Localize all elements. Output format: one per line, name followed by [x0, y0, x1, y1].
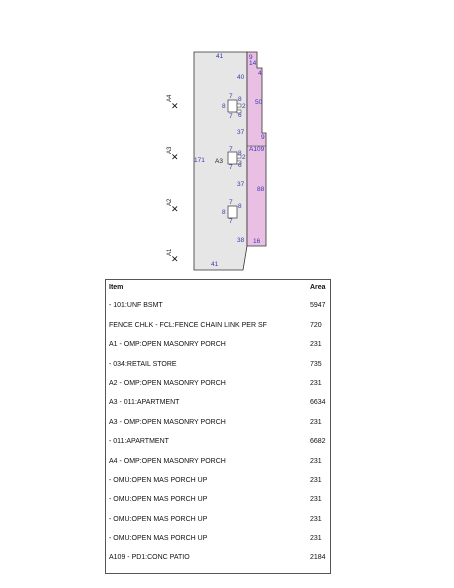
row-area: 231 [310, 516, 322, 523]
cross-icon: ✕ [171, 102, 179, 112]
porch1-b: 7 [229, 113, 233, 120]
dim-38: 38 [237, 237, 245, 244]
porch3-h: 8 [238, 203, 242, 210]
row-item: A3 - 011:APARTMENT [109, 399, 180, 406]
marker-a2-tag: A2 [167, 198, 173, 206]
marker-a3 [167, 146, 179, 163]
header-area: Area [310, 284, 326, 291]
porch-2 [228, 152, 237, 164]
porch2-b: 7 [229, 164, 233, 171]
row-area: 5947 [310, 302, 326, 309]
row-item: - OMU:OPEN MAS PORCH UP [109, 516, 208, 523]
porch2-h: 8 [238, 150, 242, 157]
marker-a4 [167, 94, 179, 112]
porch3-l: 8 [222, 209, 226, 216]
stair-dim-4: 2 [242, 154, 246, 161]
row-item: - OMU:OPEN MAS PORCH UP [109, 535, 208, 542]
row-item: A4 - OMP:OPEN MASONRY PORCH [109, 458, 226, 465]
row-area: 231 [310, 419, 322, 426]
row-area: 720 [310, 322, 322, 329]
stair-dim-3: 6 [238, 162, 242, 169]
row-area: 231 [310, 535, 322, 542]
label-a109: A109 [249, 146, 265, 153]
row-area: 231 [310, 341, 322, 348]
row-area: 735 [310, 361, 322, 368]
row-area: 6634 [310, 399, 326, 406]
table-row [106, 512, 330, 530]
table-header [106, 280, 330, 296]
porch2-w: 7 [229, 146, 233, 153]
stair-1 [237, 104, 241, 107]
table-row [106, 473, 330, 491]
row-item: - 034:RETAIL STORE [109, 361, 177, 368]
porch1-h: 8 [238, 96, 242, 103]
row-area: 231 [310, 496, 322, 503]
marker-a4-tag: A4 [167, 94, 173, 102]
row-item: - OMU:OPEN MAS PORCH UP [109, 477, 208, 484]
porch1-w: 7 [229, 93, 233, 100]
row-item: FENCE CHLK - FCL:FENCE CHAIN LINK PER SF [109, 322, 267, 329]
porch-1 [228, 100, 237, 112]
dim-16: 16 [253, 238, 261, 245]
dim-top-right-a: 9 [249, 54, 253, 61]
row-item: A3 - OMP:OPEN MASONRY PORCH [109, 419, 226, 426]
dim-bottom-main: 41 [211, 261, 219, 268]
table-row [106, 376, 330, 394]
row-area: 231 [310, 458, 322, 465]
stair-dim-2: 2 [242, 103, 246, 110]
table-row [106, 337, 330, 355]
porch1-l: 8 [222, 103, 226, 110]
row-item: A109 - PD1:CONC PATIO [109, 554, 190, 561]
cross-icon: ✕ [171, 255, 179, 265]
dim-top-right-b: 14 [249, 60, 257, 67]
dim-50: 50 [255, 99, 263, 106]
dim-37a: 37 [237, 129, 245, 136]
row-item: - 011:APARTMENT [109, 438, 169, 445]
marker-a2 [167, 198, 179, 215]
dim-88: 88 [257, 186, 265, 193]
table-row [106, 454, 330, 472]
table-row [106, 550, 330, 568]
marker-a1 [167, 248, 179, 265]
label-a3: A3 [215, 158, 223, 165]
row-item: A1 - OMP:OPEN MASONRY PORCH [109, 341, 226, 348]
dim-40: 40 [237, 74, 245, 81]
dim-top-right-c: 4 [258, 70, 262, 77]
table-row [106, 492, 330, 510]
table-row [106, 357, 330, 375]
row-area: 6682 [310, 438, 326, 445]
dim-171: 171 [194, 157, 205, 164]
table-row [106, 395, 330, 413]
table-row [106, 434, 330, 452]
marker-a3-tag: A3 [167, 146, 173, 154]
row-area: 231 [310, 477, 322, 484]
header-item: Item [109, 284, 124, 291]
table-row [106, 415, 330, 433]
cross-icon: ✕ [171, 153, 179, 163]
building-sketch [0, 0, 454, 278]
row-item: A2 - OMP:OPEN MASONRY PORCH [109, 380, 226, 387]
stair-dim-1: 6 [238, 112, 242, 119]
row-area: 2184 [310, 554, 326, 561]
table-row [106, 531, 330, 549]
dim-9: 9 [261, 134, 265, 141]
marker-a1-tag: A1 [167, 248, 173, 256]
dim-37b: 37 [237, 181, 245, 188]
row-item: - 101:UNF BSMT [109, 302, 163, 309]
table-row [106, 298, 330, 316]
porch3-b: 7 [229, 218, 233, 225]
porch-3 [228, 206, 237, 218]
table-row [106, 318, 330, 336]
row-area: 231 [310, 380, 322, 387]
cross-icon: ✕ [171, 205, 179, 215]
porch3-w: 7 [229, 199, 233, 206]
dim-top-main: 41 [216, 53, 224, 60]
row-item: - OMU:OPEN MAS PORCH UP [109, 496, 208, 503]
area-table [105, 279, 331, 574]
